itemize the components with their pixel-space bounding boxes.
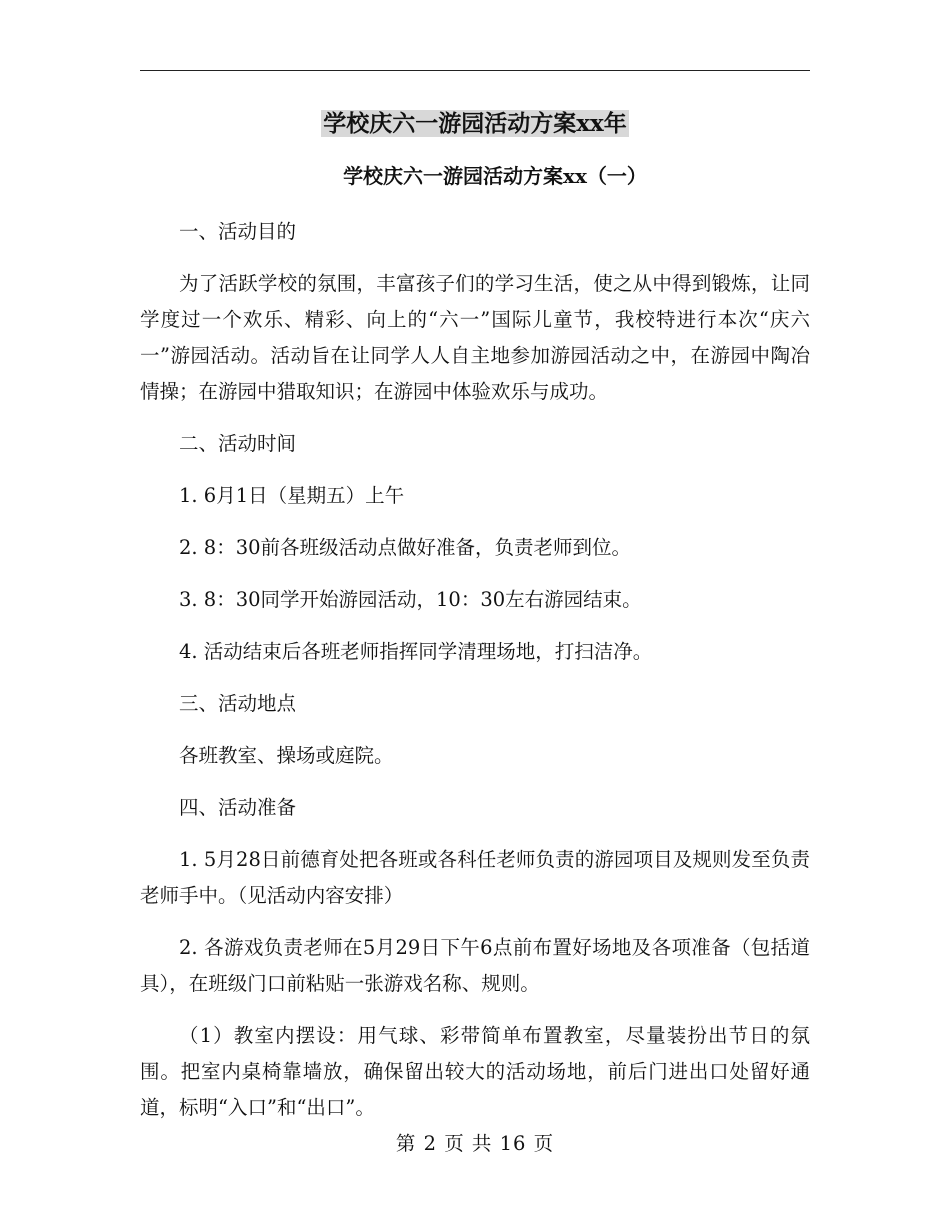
- section-heading-purpose: 一、活动目的: [179, 220, 297, 243]
- header-rule: [140, 70, 810, 71]
- document-subtitle: 学校庆六一游园活动方案xx（一）: [343, 164, 647, 188]
- section-heading-time: 二、活动时间: [179, 432, 297, 455]
- list-item-preparation-2: 2. 各游戏负责老师在5月29日下午6点前布置好场地及各项准备（包括道具），在班级门口前粘贴一张游戏名称、规则。: [140, 936, 810, 995]
- page-footer: 第 2 页 共 16 页: [395, 1132, 555, 1155]
- list-item-time-3: 3. 8：30同学开始游园活动，10：30左右游园结束。: [179, 588, 642, 611]
- document-title: [0, 106, 950, 142]
- paragraph-purpose: 为了活跃学校的氛围，丰富孩子们的学习生活，使之从中得到锻炼，让同学度过一个欢乐、精彩、向上的“六一”国际儿童节，我校特进行本次“庆六一”游园活动。活动旨在让同学人人自主地参加游园活动之中，在游园中陶冶情操；在游园中猎取知识；在游园中体验欢乐与成功。: [140, 272, 810, 403]
- document-body: [140, 214, 810, 1142]
- list-item-preparation-1: 1. 5月28日前德育处把各班或各科任老师负责的游园项目及规则发至负责老师手中。（见活动内容安排）: [140, 848, 810, 907]
- sub-item-classroom-setup: （1）教室内摆设：用气球、彩带简单布置教室，尽量装扮出节日的氛围。把室内桌椅靠墙放，确保留出较大的活动场地，前后门进出口处留好通道，标明“入口”和“出口”。: [140, 1024, 810, 1119]
- list-item-time-2: 2. 8：30前各班级活动点做好准备，负责老师到位。: [179, 536, 632, 559]
- list-item-time-4: 4. 活动结束后各班老师指挥同学清理场地，打扫洁净。: [179, 640, 653, 663]
- document-title-text: 学校庆六一游园活动方案xx年: [323, 110, 627, 137]
- section-heading-preparation: 四、活动准备: [179, 796, 297, 819]
- paragraph-location: 各班教室、操场或庭院。: [179, 744, 394, 767]
- section-heading-location: 三、活动地点: [179, 692, 297, 715]
- list-item-time-1: 1. 6月1日（星期五）上午: [179, 484, 405, 507]
